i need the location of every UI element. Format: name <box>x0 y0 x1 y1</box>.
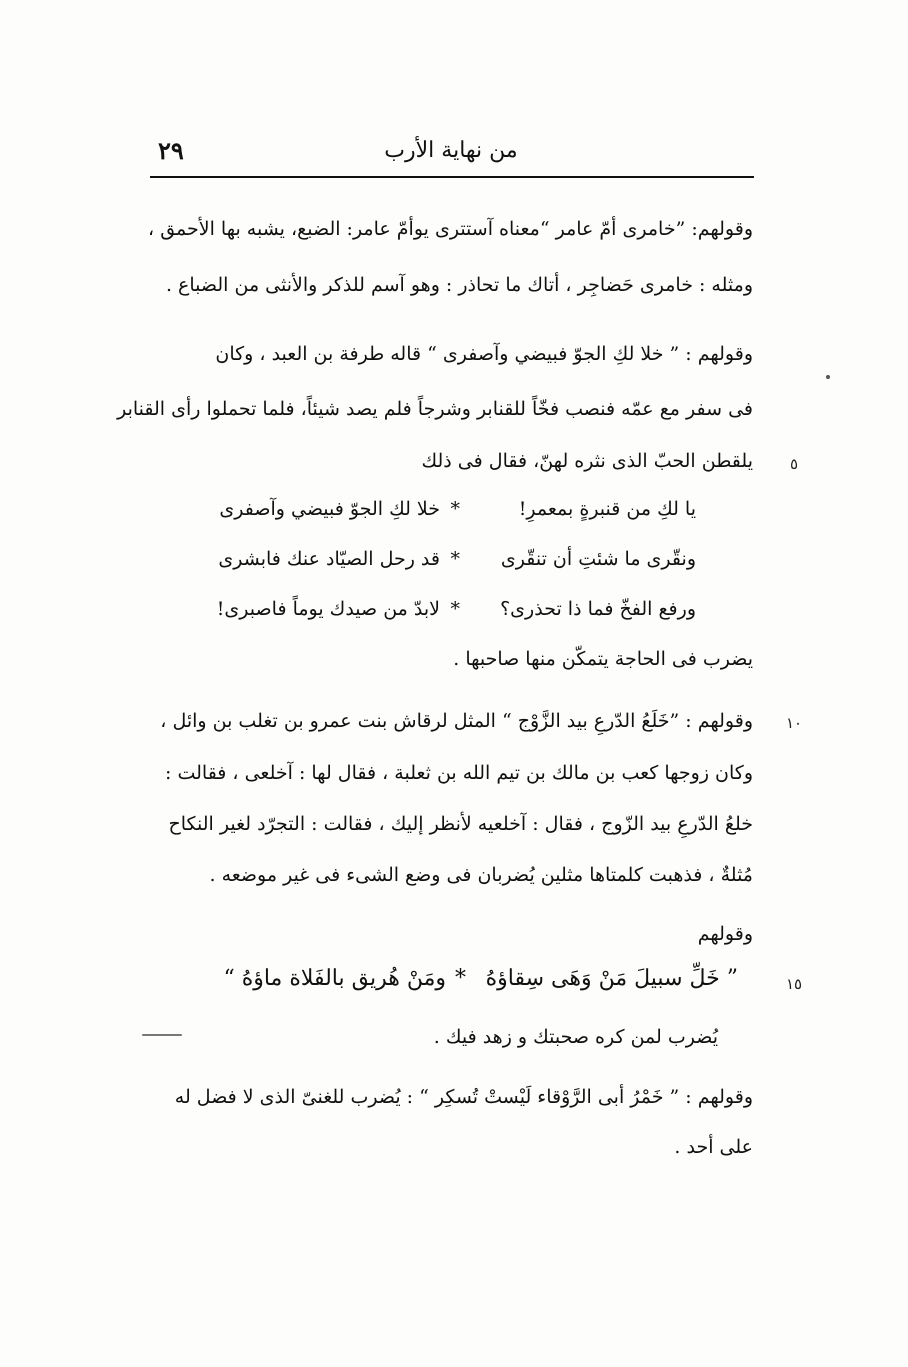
running-title: من نهاية الأرب <box>384 138 518 163</box>
text-line: وقولهم : ” خَمْرُ أبى الرَّوْقاء لَيْستْ تُسكِر “ : يُضرب للغنىّ الذى لا فضل له <box>174 1086 753 1108</box>
verse-hemistich-second: خلا لكِ الجوّ فبيضي وآصفرى <box>219 498 440 520</box>
scan-speck <box>142 1034 182 1036</box>
verse-hemistich-second: لابدّ من صيدك يوماً فاصبرى! <box>216 598 440 620</box>
verse-separator: * <box>455 966 466 991</box>
verse-separator: * <box>450 548 460 570</box>
verse-line <box>219 498 696 524</box>
verse-hemistich-first: ونقّرى ما شئتِ أن تنقّرى <box>500 548 696 570</box>
text-line: فى سفر مع عمّه فنصب فخّاً للقنابر وشرجاً فلم يصد شيئاً، فلما تحملوا رأى القنابر <box>117 398 753 420</box>
page-number: ٢٩ <box>158 136 184 165</box>
verse-separator: * <box>450 498 460 520</box>
margin-line-number: ١٥ <box>786 975 803 993</box>
text-line: على أحد . <box>674 1136 753 1158</box>
text-line: وقولهم : ”خَلَعُ الدّرعِ بيد الزَّوْج “ المثل لرقاش بنت عمرو بن تغلب بن وائل ، <box>160 710 753 732</box>
verse-separator: * <box>450 598 460 620</box>
text-line: يلقطن الحبّ الذى نثره لهنّ، فقال فى ذلك <box>421 450 753 472</box>
page-header <box>150 128 752 174</box>
text-line: خلعُ الدّرعِ بيد الزّوج ، فقال : آخلعيه لأنظر إليك ، فقالت : التجرّد لغير النكاح <box>168 813 753 835</box>
verse-line <box>178 968 738 996</box>
margin-line-number: ٥ <box>790 455 799 473</box>
text-line: وكان زوجها كعب بن مالك بن تيم الله بن ثعلبة ، فقال لها : آخلعى ، فقالت : <box>165 762 753 784</box>
verse-hemistich-first: ” خَلِّ سبيلَ مَنْ وَهَى سِقاؤهُ <box>485 966 738 991</box>
text-line: يضرب فى الحاجة يتمكّن منها صاحبها . <box>453 648 753 670</box>
margin-line-number: ١٠ <box>786 714 803 732</box>
header-rule <box>150 176 754 178</box>
scan-speck <box>826 375 830 379</box>
text-line: يُضرب لمن كره صحبتك و زهد فيك . <box>433 1026 718 1048</box>
verse-hemistich-second: ومَنْ هُريق بالفَلاة ماؤهُ “ <box>223 966 446 991</box>
text-line: وقولهم : ” خلا لكِ الجوّ فبيضي وآصفرى “ قاله طرفة بن العبد ، وكان <box>215 343 753 365</box>
verse-line <box>216 598 696 624</box>
verse-hemistich-first: ورفع الفخّ فما ذا تحذرى؟ <box>500 598 696 620</box>
verse-hemistich-second: قد رحل الصيّاد عنك فابشرى <box>218 548 440 570</box>
text-line: وقولهم <box>697 923 753 945</box>
verse-line <box>218 548 696 574</box>
text-line: ومثله : خامرى حَضاجِر ، أتاك ما تحاذر : وهو آسم للذكر والأنثى من الضباع . <box>165 274 753 296</box>
text-line: مُثلةٌ ، فذهبت كلمتاها مثلين يُضربان فى وضع الشىء فى غير موضعه . <box>209 864 753 886</box>
text-line: وقولهم: ”خامرى أمّ عامر “معناه آستترى يوأمّ عامر: الضبع، يشبه بها الأحمق ، <box>148 218 753 240</box>
verse-hemistich-first: يا لكِ من قنبرةٍ بمعمرِ! <box>518 498 696 520</box>
